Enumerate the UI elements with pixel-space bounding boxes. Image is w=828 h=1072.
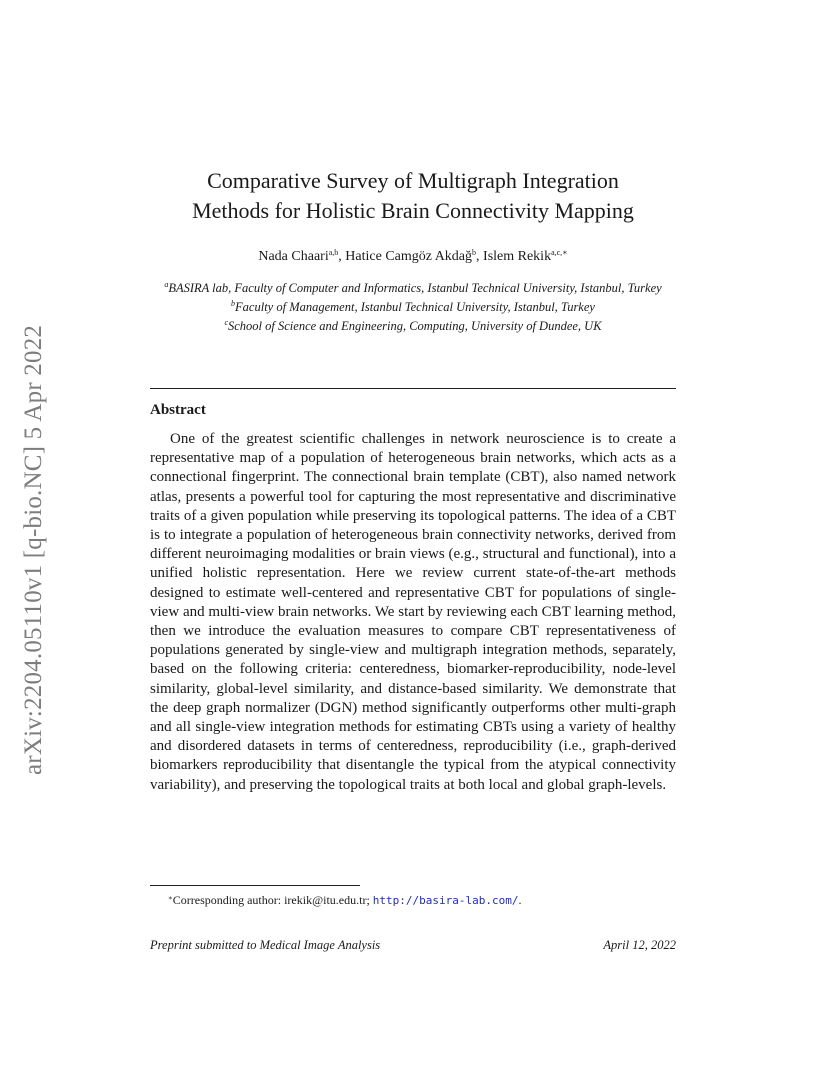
footnote-text: Corresponding author: irekik@itu.edu.tr; bbox=[172, 893, 373, 907]
author-separator: , bbox=[338, 249, 346, 264]
author-affiliation-mark: a,c,∗ bbox=[551, 248, 568, 257]
author-list bbox=[150, 244, 676, 266]
author-name: Nada Chaari bbox=[258, 249, 329, 264]
paper-title bbox=[150, 166, 676, 226]
author-separator: , bbox=[476, 249, 484, 264]
author-name: Hatice Camgöz Akdağ bbox=[345, 249, 473, 264]
affiliation-mark: b bbox=[231, 299, 236, 308]
affiliation-mark: c bbox=[224, 318, 228, 327]
affiliation bbox=[150, 296, 676, 315]
footnote-end: . bbox=[518, 893, 522, 907]
title-line-1: Comparative Survey of Multigraph Integration bbox=[207, 168, 619, 193]
affiliation-text: School of Science and Engineering, Computing, University of Dundee, UK bbox=[228, 319, 602, 333]
affiliation-mark: a bbox=[164, 280, 169, 289]
abstract-heading: Abstract bbox=[150, 402, 206, 418]
affiliation bbox=[150, 315, 676, 334]
footnote-mark: ∗ bbox=[168, 894, 173, 902]
submission-date: April 12, 2022 bbox=[603, 938, 676, 952]
footnote bbox=[168, 891, 521, 908]
abstract-top-rule bbox=[150, 388, 676, 389]
affiliation-list bbox=[150, 277, 676, 334]
author-affiliation-mark: a,b bbox=[328, 248, 339, 257]
title-line-2: Methods for Holistic Brain Connectivity Mapping bbox=[192, 198, 634, 223]
footnote-url-link[interactable]: http://basira-lab.com/ bbox=[372, 894, 519, 907]
footnote-rule bbox=[150, 885, 360, 886]
affiliation-text: BASIRA lab, Faculty of Computer and Informatics, Istanbul Technical University, Istanbul, Turkey bbox=[168, 281, 662, 295]
affiliation-text: Faculty of Management, Istanbul Technical University, Istanbul, Turkey bbox=[235, 300, 595, 314]
arxiv-identifier: arXiv:2204.05110v1 [q-bio.NC] 5 Apr 2022 bbox=[20, 324, 47, 775]
abstract-text: One of the greatest scientific challenges in network neuroscience is to create a representative map of a population of heterogeneous brain networks, which acts as a connectional fingerprint. The connectional brain template (CBT), also named network atlas, presents a powerful tool for capturing the most representative and discriminative traits of a given population while preserving its topological patterns. The idea of a CBT is to integrate a population of heterogeneous brain connectivity networks, derived from different neuroimaging modalities or brain views (e.g., structural and functional), into a unified holistic representation. Here we review current state-of-the-art methods designed to estimate well-centered and representative CBT for populations of single-view and multi-view brain networks. We start by reviewing each CBT learning method, then we introduce the evaluation measures to compare CBT representativeness of populations generated by single-view and multigraph integration methods, separately, based on the following criteria: centeredness, biomarker-reproducibility, node-level similarity, global-level similarity, and distance-based similarity. We demonstrate that the deep graph normalizer (DGN) method significantly outperforms other multi-graph and all single-view integration methods for estimating CBTs using a variety of healthy and disordered datasets in terms of centeredness, reproducibility (i.e., graph-derived biomarkers reproducibility that disentangle the typical from the atypical connectivity variability), and preserving the topological traits at both local and global graph-levels. bbox=[150, 431, 676, 793]
preprint-note: Preprint submitted to Medical Image Analysis bbox=[150, 938, 381, 952]
author-affiliation-mark: b bbox=[472, 248, 477, 257]
author-name: Islem Rekik bbox=[483, 249, 552, 264]
affiliation bbox=[150, 277, 676, 296]
